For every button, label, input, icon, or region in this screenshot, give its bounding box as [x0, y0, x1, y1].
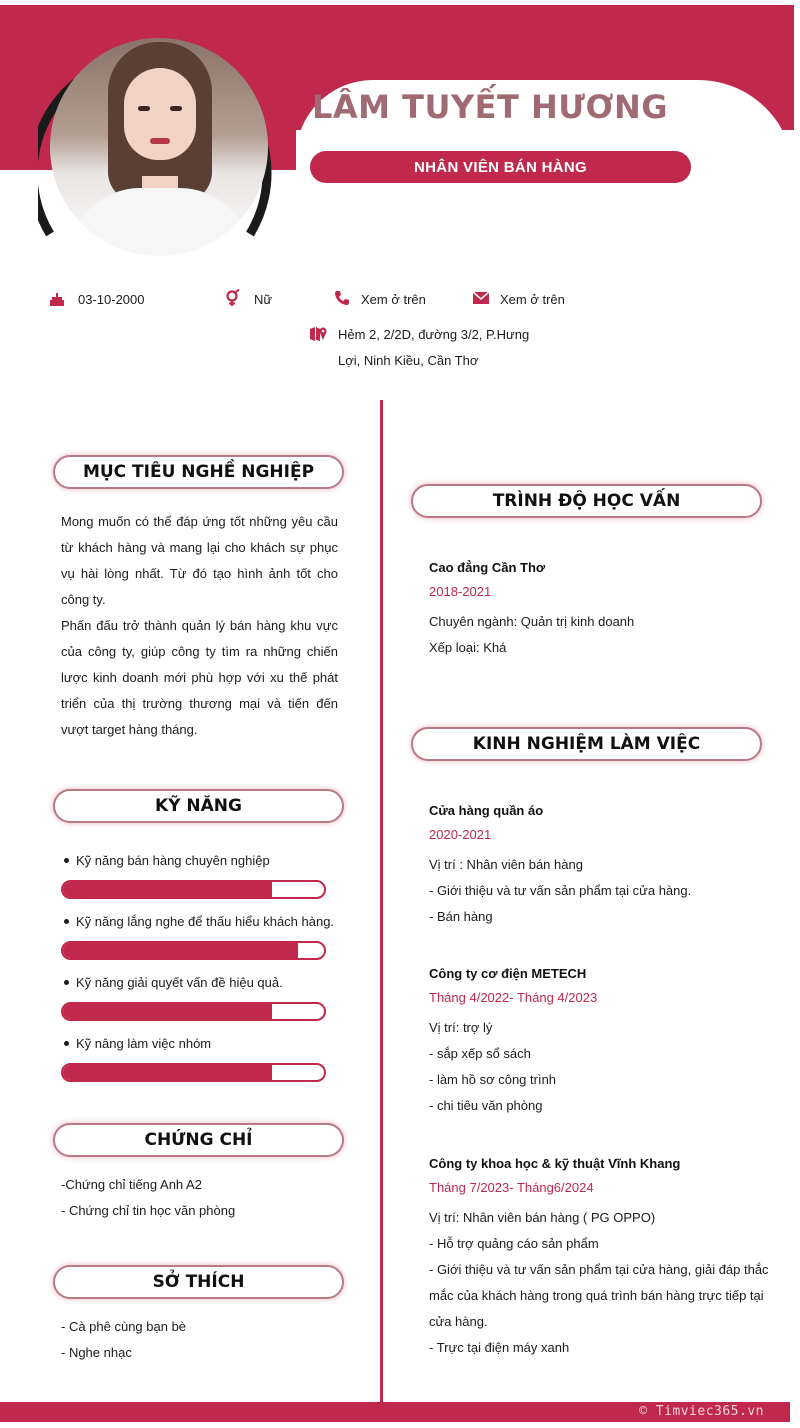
- hobbies-list: [61, 1314, 186, 1366]
- skill-label: [64, 914, 334, 929]
- birthday-text: 03-10-2000: [78, 291, 145, 307]
- skill-bar-fill: [63, 882, 272, 897]
- skill-bar: [61, 880, 326, 899]
- skill-label: [64, 853, 270, 868]
- list-item: -Chứng chỉ tiếng Anh A2: [61, 1177, 202, 1192]
- objective-paragraph-2: Phấn đấu trở thành quản lý bán hàng khu vực của công ty, giúp công ty tìm ra những chiến lược kinh doanh mới phù hợp với xu thế phát triển của thị trường thương mại và tiến đến vượt target hàng tháng.: [61, 618, 338, 737]
- list-item: Vị trí : Nhân viên bán hàng: [429, 857, 583, 872]
- list-item: Vị trí: Nhân viên bán hàng ( PG OPPO): [429, 1210, 656, 1225]
- skill-bar: [61, 941, 326, 960]
- skill-label-text: Kỹ năng lắng nghe để thấu hiểu khách hàng.: [76, 914, 335, 929]
- certificates-heading-text: CHỨNG CHỈ: [144, 1130, 253, 1150]
- skills-heading-text: KỸ NĂNG: [155, 796, 242, 816]
- job-org: Công ty cơ điện METECH: [429, 966, 587, 981]
- job-details: [429, 852, 773, 930]
- education-grade: Xếp loại: Khá: [429, 640, 507, 655]
- job-period: Tháng 4/2022- Tháng 4/2023: [429, 990, 598, 1005]
- phone-info: [333, 288, 426, 307]
- birthday-info: [48, 290, 145, 308]
- skill-label-text: Kỹ nâng làm việc nhóm: [76, 1036, 212, 1051]
- objective-paragraph-1: Mong muốn có thể đáp ứng tốt những yêu cầu từ khách hàng và mang lại cho khách sự phục vụ hài lòng nhất. Từ đó tạo hình ảnh tốt cho công ty.: [61, 514, 338, 607]
- objective-heading-text: MỤC TIÊU NGHỀ NGHIỆP: [82, 462, 315, 482]
- skill-bar: [61, 1063, 326, 1082]
- footer-band: [0, 1402, 790, 1422]
- candidate-name: LÂM TUYẾT HƯƠNG: [312, 88, 668, 126]
- job-org: Cửa hàng quần áo: [429, 803, 544, 818]
- avatar: [50, 38, 268, 256]
- skill-label: [64, 975, 283, 990]
- footer-watermark: © Timviec365.vn: [639, 1404, 764, 1419]
- certificates-list: [61, 1172, 235, 1224]
- address: [338, 322, 558, 374]
- gender-text: Nữ: [254, 292, 273, 307]
- list-item: - Bán hàng: [429, 909, 493, 924]
- list-item: - chi tiêu văn phòng: [429, 1098, 543, 1113]
- gender-icon: [224, 289, 242, 307]
- hobbies-heading-text: SỞ THÍCH: [152, 1272, 245, 1292]
- section-hobbies-heading: [53, 1265, 344, 1299]
- list-item: - sắp xếp sổ sách: [429, 1046, 531, 1061]
- job-period: Tháng 7/2023- Tháng6/2024: [429, 1180, 594, 1195]
- section-skills-heading: [53, 789, 344, 823]
- list-item: - Giới thiệu và tư vấn sản phẩm tại cửa hàng.: [429, 883, 692, 898]
- email-info: [472, 288, 565, 307]
- birthday-cake-icon: [48, 290, 66, 308]
- job-title-badge: [310, 151, 691, 183]
- section-objective-heading: [53, 455, 344, 489]
- list-item: - làm hồ sơ công trình: [429, 1072, 557, 1087]
- phone-icon: [333, 289, 351, 307]
- skill-bar-fill: [63, 943, 298, 958]
- education-period: 2018-2021: [429, 584, 492, 599]
- section-education-heading: [411, 484, 762, 518]
- email-icon: [472, 289, 490, 307]
- section-certificates-heading: [53, 1123, 344, 1157]
- list-item: - Cà phê cùng bạn bè: [61, 1319, 187, 1334]
- gender-info: [224, 288, 272, 307]
- skill-label-text: Kỹ năng bán hàng chuyên nghiệp: [76, 853, 270, 868]
- skill-bar-fill: [63, 1065, 272, 1080]
- job-details: [429, 1015, 773, 1119]
- job-title-text: NHÂN VIÊN BÁN HÀNG: [414, 158, 587, 176]
- list-item: - Hỗ trợ quảng cáo sản phẩm: [429, 1236, 599, 1251]
- address-line-1: Hẻm 2, 2/2D, đường 3/2, P.Hưng: [338, 327, 530, 342]
- map-icon: [309, 325, 327, 343]
- education-major: Chuyên ngành: Quản trị kinh doanh: [429, 614, 635, 629]
- job-org: Công ty khoa học & kỹ thuật Vĩnh Khang: [429, 1156, 681, 1171]
- list-item: - Chứng chỉ tin học văn phòng: [61, 1203, 236, 1218]
- skill-label-text: Kỹ năng giải quyết vấn đề hiệu quả.: [76, 975, 283, 990]
- list-item: Vị trí: trợ lý: [429, 1020, 493, 1035]
- job-details: [429, 1205, 773, 1361]
- phone-text: Xem ở trên: [361, 292, 426, 307]
- email-text: Xem ở trên: [500, 292, 565, 307]
- address-line-2: Lợi, Ninh Kiều, Cần Thơ: [338, 353, 479, 368]
- section-experience-heading: [411, 727, 762, 761]
- experience-heading-text: KINH NGHIỆM LÀM VIỆC: [472, 734, 701, 754]
- column-divider: [380, 400, 383, 1402]
- skill-label: [64, 1036, 211, 1051]
- skill-bar: [61, 1002, 326, 1021]
- education-school: Cao đẳng Cần Thơ: [429, 560, 546, 575]
- job-period: 2020-2021: [429, 827, 492, 842]
- skill-bar-fill: [63, 1004, 272, 1019]
- education-heading-text: TRÌNH ĐỘ HỌC VẤN: [492, 491, 681, 511]
- list-item: - Trực tại điện máy xanh: [429, 1340, 570, 1355]
- list-item: - Giới thiệu và tư vấn sản phẩm tại cửa hàng, giải đáp thắc mắc của khách hàng trong quá trình bán hàng trực tiếp tại cửa hàng.: [429, 1262, 769, 1329]
- list-item: - Nghe nhạc: [61, 1345, 132, 1360]
- map-icon-wrap: [309, 325, 337, 343]
- education-details: [429, 609, 773, 661]
